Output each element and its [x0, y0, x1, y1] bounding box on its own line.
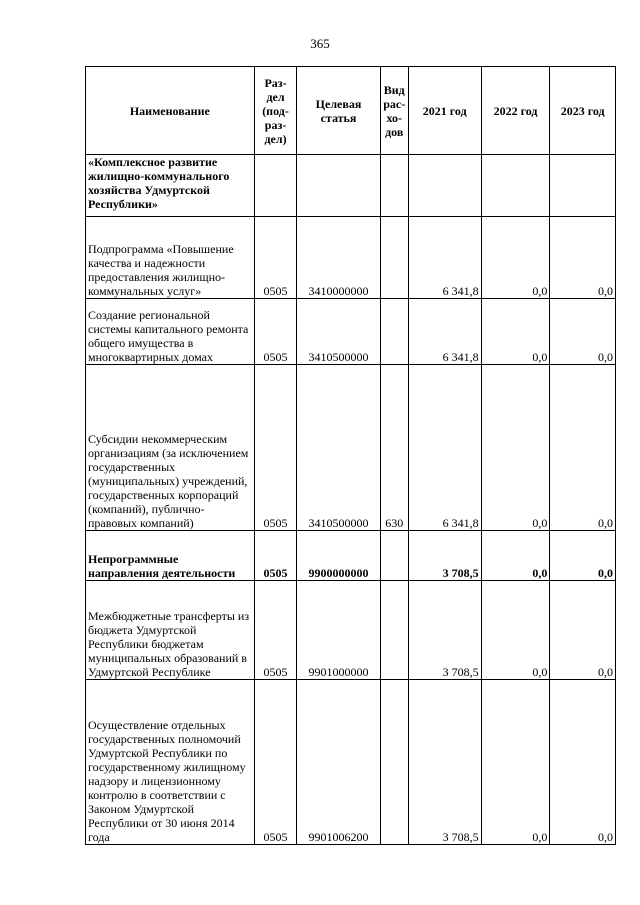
row-2023: 0,0: [550, 581, 616, 680]
row-2023: 0,0: [550, 217, 616, 299]
row-2021: 6 341,8: [408, 217, 481, 299]
row-section: 0505: [254, 581, 297, 680]
row-name: Субсидии некоммерческим организациям (за исключением государственных (муниципальных) учреждений, государственных корпораций (компаний), публично-правовых компаний): [86, 365, 255, 531]
header-expense-type: Вид рас- хо- дов: [380, 67, 408, 155]
header-2022: 2022 год: [481, 67, 550, 155]
table-row: [86, 680, 616, 845]
table-row: [86, 365, 616, 531]
row-section: 0505: [254, 531, 297, 581]
row-section: 0505: [254, 299, 297, 365]
header-2021: 2021 год: [408, 67, 481, 155]
table-header-row: [86, 67, 616, 155]
row-2022: 0,0: [481, 365, 550, 531]
row-2022: 0,0: [481, 217, 550, 299]
row-2021: 6 341,8: [408, 365, 481, 531]
row-type: [380, 299, 408, 365]
table-row: [86, 155, 616, 217]
row-2023: 0,0: [550, 365, 616, 531]
row-2021: [408, 155, 481, 217]
row-name: Межбюджетные трансферты из бюджета Удмуртской Республики бюджетам муниципальных образований в Удмуртской Республике: [86, 581, 255, 680]
row-2022: 0,0: [481, 531, 550, 581]
row-2022: 0,0: [481, 680, 550, 845]
row-target: 9901006200: [297, 680, 380, 845]
row-name: Подпрограмма «Повышение качества и надежности предоставления жилищно-коммунальных услуг»: [86, 217, 255, 299]
table-row: [86, 531, 616, 581]
row-type: [380, 531, 408, 581]
row-type: [380, 680, 408, 845]
row-2023: [550, 155, 616, 217]
row-section: 0505: [254, 365, 297, 531]
row-2022: 0,0: [481, 581, 550, 680]
table-row: [86, 217, 616, 299]
row-target: 3410500000: [297, 365, 380, 531]
row-name: Создание региональной системы капитального ремонта общего имущества в многоквартирных домах: [86, 299, 255, 365]
row-2022: 0,0: [481, 299, 550, 365]
header-section: Раз- дел (под- раз- дел): [254, 67, 297, 155]
table-row: [86, 581, 616, 680]
row-section: [254, 155, 297, 217]
row-2023: 0,0: [550, 680, 616, 845]
row-type: [380, 581, 408, 680]
header-2023: 2023 год: [550, 67, 616, 155]
row-section: 0505: [254, 680, 297, 845]
row-target: 9900000000: [297, 531, 380, 581]
row-2021: 3 708,5: [408, 581, 481, 680]
row-target: 3410500000: [297, 299, 380, 365]
row-target: [297, 155, 380, 217]
row-2021: 6 341,8: [408, 299, 481, 365]
row-type: 630: [380, 365, 408, 531]
budget-table: [85, 66, 616, 845]
row-2023: 0,0: [550, 531, 616, 581]
header-target: Целевая статья: [297, 67, 380, 155]
row-section: 0505: [254, 217, 297, 299]
header-name: Наименование: [86, 67, 255, 155]
page-number: 365: [310, 36, 330, 51]
row-name: «Комплексное развитие жилищно-коммунального хозяйства Удмуртской Республики»: [86, 155, 255, 217]
row-2021: 3 708,5: [408, 680, 481, 845]
row-2022: [481, 155, 550, 217]
row-type: [380, 155, 408, 217]
row-2023: 0,0: [550, 299, 616, 365]
row-type: [380, 217, 408, 299]
row-name: Непрограммные направления деятельности: [86, 531, 255, 581]
row-target: 3410000000: [297, 217, 380, 299]
row-target: 9901000000: [297, 581, 380, 680]
table-row: [86, 299, 616, 365]
row-name: Осуществление отдельных государственных полномочий Удмуртской Республики по государственному жилищному надзору и лицензионному контролю в соответствии с Законом Удмуртской Республики от 30 июня 2014 года: [86, 680, 255, 845]
row-2021: 3 708,5: [408, 531, 481, 581]
